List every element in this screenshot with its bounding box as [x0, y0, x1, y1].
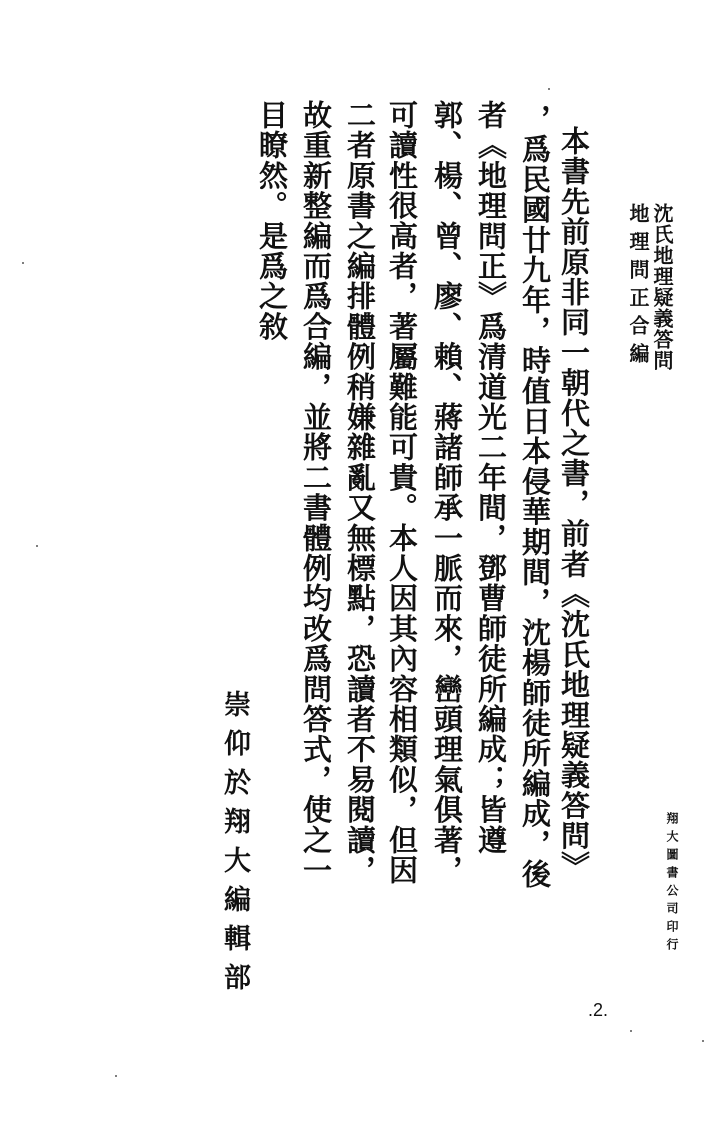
page-number: .2.	[588, 1000, 609, 1020]
body-column-2: ，爲民國廿九年，時值日本侵華期間，沈楊師徒所編成，後	[518, 104, 552, 890]
book-title-line-2: 地理問正合編	[626, 203, 650, 371]
scan-speck	[630, 1030, 632, 1032]
body-column-1: 本書先前原非同一朝代之書，前者《沈氏地理疑義答問》	[557, 126, 591, 881]
editor-signature: 崇仰於翔大編輯部	[219, 690, 250, 1002]
scan-speck	[548, 88, 550, 90]
scan-speck	[36, 545, 38, 547]
body-column-3: 者《地理問正》爲清道光二年間，鄧曹師徒所編成；皆遵	[474, 100, 508, 855]
body-column-5: 可讀性很高者，著屬難能可貴。本人因其內容相類似，但因	[385, 100, 419, 886]
publisher-imprint: 翔大圖書公司印行	[665, 812, 679, 956]
book-title-line-1: 沈氏地理疑義答問	[650, 203, 674, 371]
scan-speck	[115, 1075, 117, 1077]
body-column-4: 郭、楊、曾、廖、賴、蔣諸師承一脈而來，巒頭理氣俱著，	[430, 100, 464, 886]
body-column-7: 故重新整編而爲合編，並將二書體例均改爲問答式，使之一	[299, 100, 333, 886]
scan-speck	[702, 1040, 704, 1042]
body-column-8: 目瞭然。是爲之敘	[255, 100, 289, 342]
body-column-6: 二者原書之編排體例稍嫌雜亂又無標點，恐讀者不易閱讀，	[343, 100, 377, 886]
scan-speck	[22, 262, 24, 264]
